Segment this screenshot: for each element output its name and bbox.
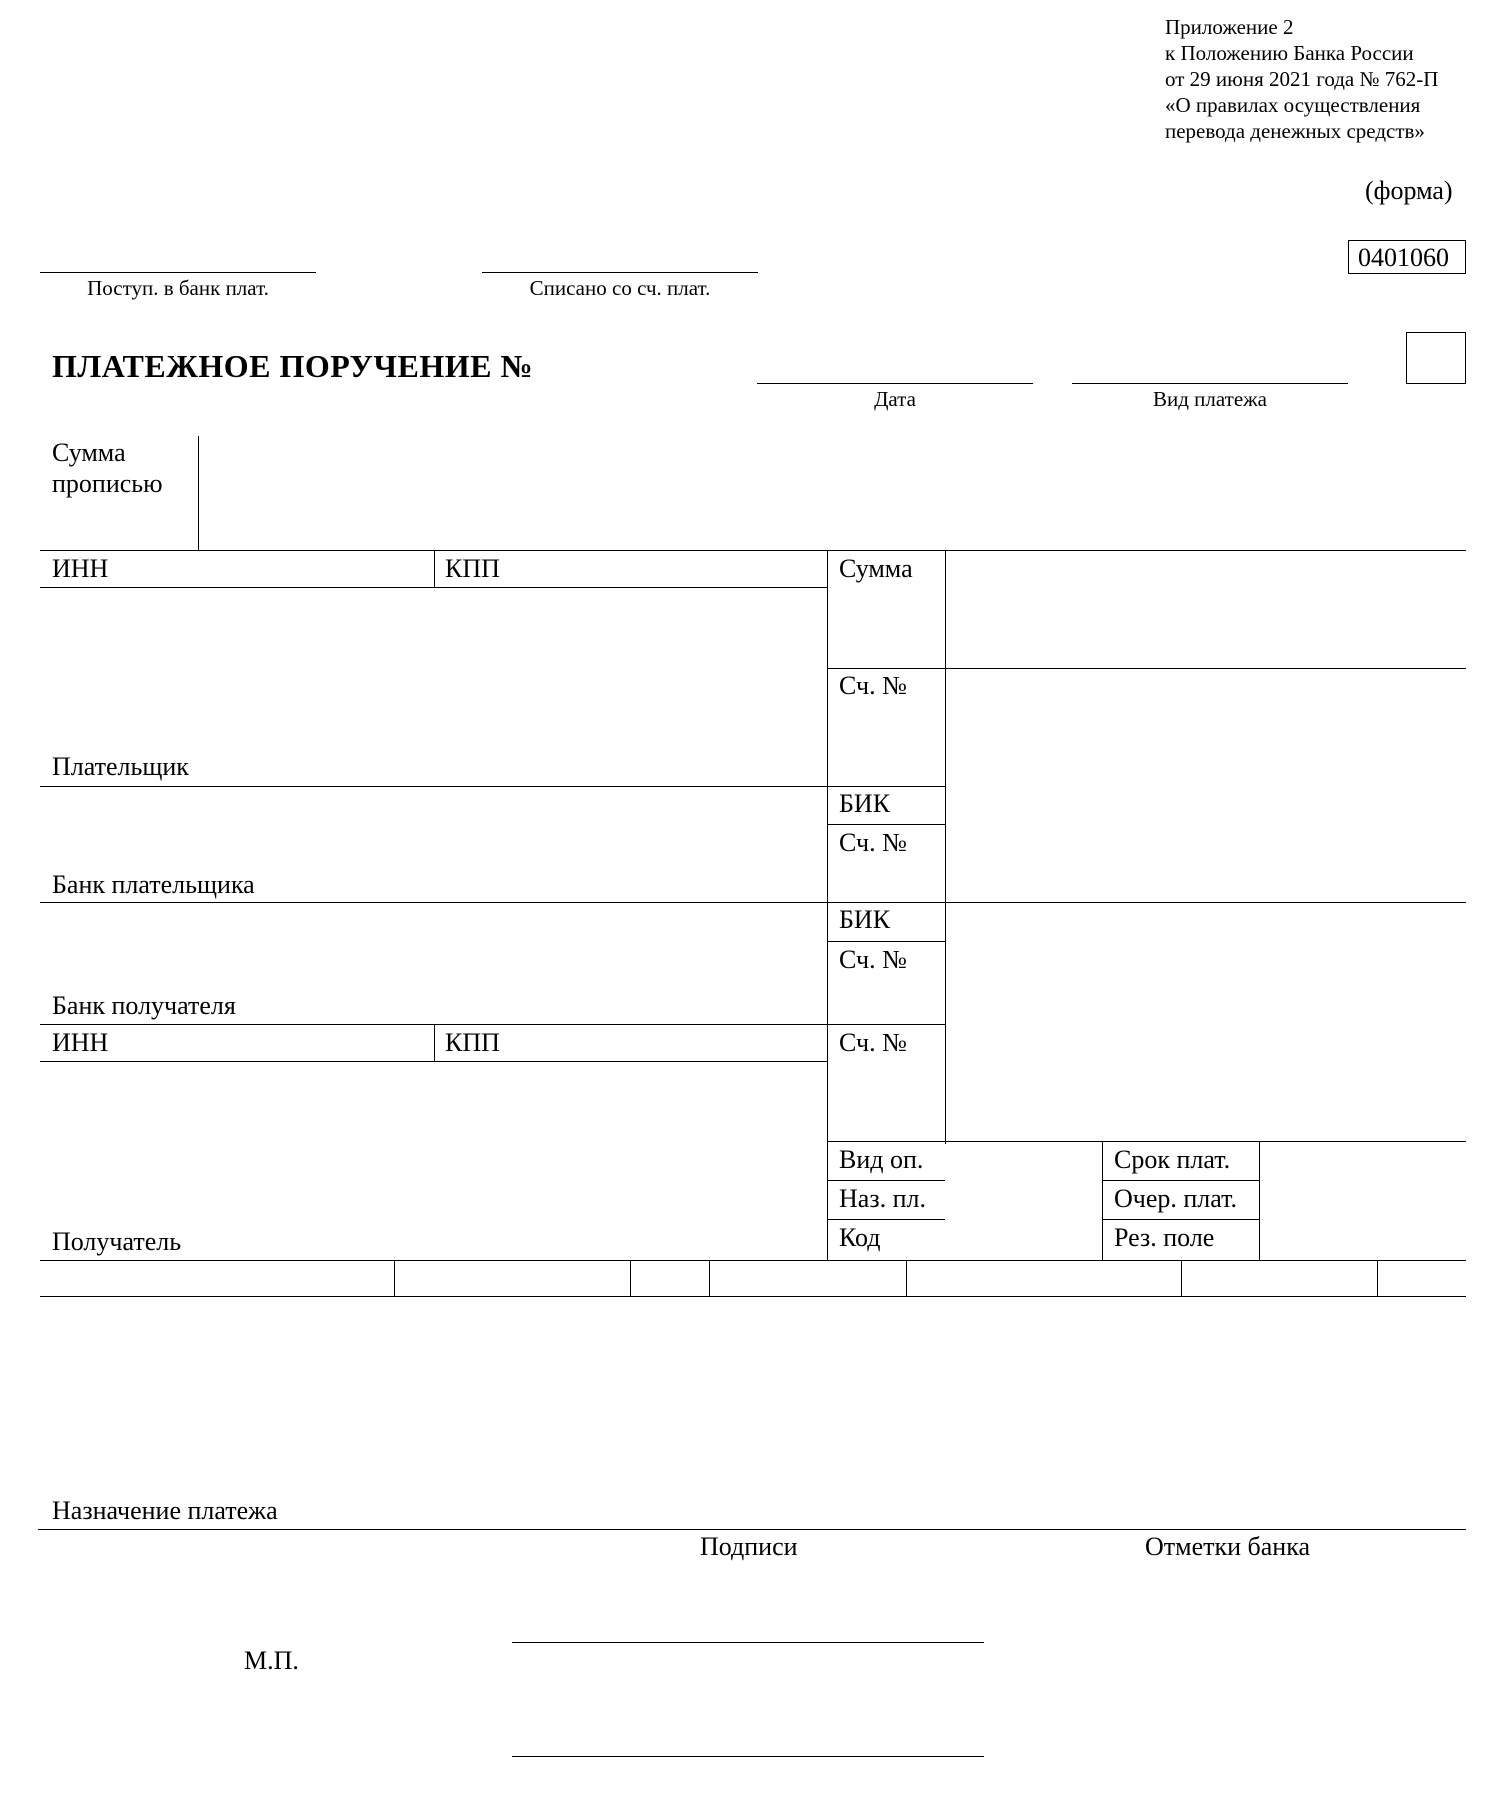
signatures-label: Подписи: [700, 1532, 798, 1561]
divider: [40, 1296, 1466, 1297]
amount-label: Сумма: [839, 554, 913, 583]
payment-type-label: Вид платежа: [1152, 387, 1267, 411]
tax-field-divider: [1181, 1260, 1182, 1297]
divider: [40, 902, 1466, 903]
appendix-line: Приложение 2: [1165, 15, 1294, 39]
divider: [827, 1180, 945, 1181]
received-label: Поступ. в банк плат.: [87, 276, 269, 300]
form-label: (форма): [1365, 176, 1453, 205]
signature-line[interactable]: [512, 1642, 984, 1643]
divider: [827, 1219, 945, 1220]
payee-inn-label: ИНН: [52, 1028, 109, 1057]
purpose-field[interactable]: [40, 1300, 1466, 1528]
signature-line[interactable]: [512, 1756, 984, 1757]
page-title: ПЛАТЕЖНОЕ ПОРУЧЕНИЕ №: [52, 348, 534, 384]
payer-kpp-label: КПП: [445, 554, 500, 583]
debited-date-line[interactable]: [482, 272, 758, 273]
divider: [1259, 1141, 1260, 1260]
divider: [40, 786, 945, 787]
debited-label: Списано со сч. плат.: [529, 276, 711, 300]
tax-field-divider: [709, 1260, 710, 1297]
divider: [40, 1260, 1466, 1261]
divider: [827, 668, 1466, 669]
payer-inn-label: ИНН: [52, 554, 109, 583]
bank-marks-label: Отметки банка: [1145, 1532, 1311, 1561]
divider: [38, 1529, 1466, 1530]
payee-label: Получатель: [52, 1227, 182, 1256]
payee-kpp-label: КПП: [445, 1028, 500, 1057]
payer-label: Плательщик: [52, 752, 189, 781]
payee-bank-bik-label: БИК: [839, 905, 891, 934]
divider: [40, 550, 1466, 551]
due-date-label: Срок плат.: [1114, 1145, 1231, 1174]
code-label: Код: [839, 1223, 881, 1252]
divider: [198, 436, 199, 550]
divider: [40, 1061, 827, 1062]
divider: [40, 587, 827, 588]
divider: [827, 1141, 1466, 1142]
divider: [827, 941, 945, 942]
divider: [1102, 1180, 1259, 1181]
divider: [827, 824, 945, 825]
reserve-label: Рез. поле: [1114, 1223, 1215, 1252]
payment-type-line[interactable]: [1072, 383, 1348, 384]
amount-words-label: Сумма: [52, 438, 126, 467]
divider: [40, 1024, 945, 1025]
appendix-line: к Положению Банка России: [1165, 41, 1414, 65]
date-line[interactable]: [757, 383, 1033, 384]
payer-bank-bik-label: БИК: [839, 789, 891, 818]
tax-field-divider: [906, 1260, 907, 1297]
amount-field[interactable]: [947, 552, 1466, 667]
payee-bank-label: Банк получателя: [52, 991, 236, 1020]
divider: [1102, 1219, 1259, 1220]
appendix-line: «О правилах осуществления: [1165, 93, 1421, 117]
op-type-label: Вид оп.: [839, 1145, 924, 1174]
amount-words-label: прописью: [52, 469, 163, 498]
divider: [434, 1024, 435, 1062]
tax-field-divider: [394, 1260, 395, 1297]
date-label: Дата: [874, 387, 916, 411]
divider: [827, 550, 828, 1260]
tax-field-divider: [630, 1260, 631, 1297]
payee-account-label: Сч. №: [839, 1028, 907, 1057]
status-box[interactable]: [1406, 332, 1466, 384]
priority-label: Очер. плат.: [1114, 1184, 1238, 1213]
stamp-label: М.П.: [244, 1646, 299, 1675]
appendix-line: от 29 июня 2021 года № 762-П: [1165, 67, 1439, 91]
appendix-line: перевода денежных средств»: [1165, 119, 1425, 143]
tax-field-divider: [1377, 1260, 1378, 1297]
appendix-note: [1165, 14, 1438, 144]
form-code: 0401060: [1358, 243, 1449, 272]
amount-words-field[interactable]: [200, 436, 1466, 548]
payer-bank-label: Банк плательщика: [52, 870, 255, 899]
divider: [1102, 1141, 1103, 1260]
payee-bank-account-label: Сч. №: [839, 945, 907, 974]
payer-bank-account-label: Сч. №: [839, 828, 907, 857]
form-code-box: [1348, 240, 1466, 274]
purpose-code-label: Наз. пл.: [839, 1184, 926, 1213]
divider: [434, 550, 435, 588]
purpose-label: Назначение платежа: [52, 1496, 278, 1525]
divider: [945, 550, 946, 1144]
received-date-line[interactable]: [40, 272, 316, 273]
payer-account-label: Сч. №: [839, 671, 907, 700]
